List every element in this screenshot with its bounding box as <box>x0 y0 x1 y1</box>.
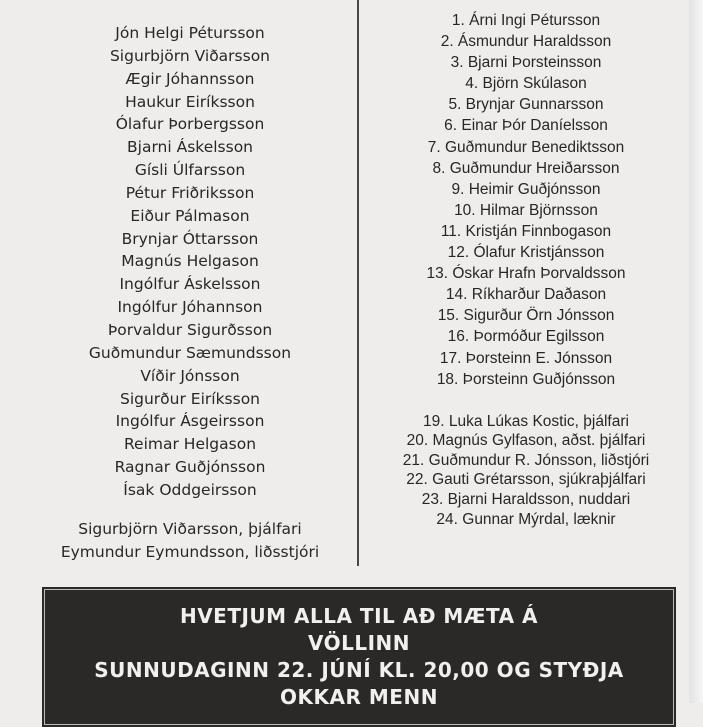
player-name: Ragnar Guðjónsson <box>114 458 266 477</box>
player-name: 9. Heimir Guðjónsson <box>451 180 601 198</box>
player-name: Þorvaldur Sigurðsson <box>107 320 273 339</box>
staff-member: 21. Guðmundur R. Jónsson, liðstjóri <box>402 451 650 469</box>
banner-line: SUNNUDAGINN 22. JÚNÍ KL. 20,00 OG STYÐJA <box>94 658 624 682</box>
player-name: 12. Ólafur Kristjánsson <box>447 244 605 262</box>
player-name: Gísli Úlfarsson <box>134 161 246 180</box>
right-team-roster <box>362 10 690 529</box>
player-name: Reimar Helgason <box>123 435 257 454</box>
player-name: Ísak Oddgeirsson <box>123 480 257 499</box>
left-team-roster <box>40 22 340 563</box>
player-name: 15. Sigurður Örn Jónsson <box>437 307 615 325</box>
player-name: 16. Þormóður Egilsson <box>447 328 605 346</box>
player-name: Víðir Jónsson <box>140 366 240 385</box>
player-name: 3. Bjarni Þorsteinsson <box>450 54 602 72</box>
player-name: Eiður Pálmason <box>130 206 250 225</box>
player-name: 1. Árni Ingi Pétursson <box>451 12 601 29</box>
player-name: 13. Óskar Hrafn Þorvaldsson <box>426 265 626 283</box>
player-name: Ingólfur Áskelsson <box>119 275 261 294</box>
banner-line: VÖLLINN <box>307 631 411 655</box>
player-name: 14. Ríkharður Daðason <box>445 286 607 304</box>
banner-line: OKKAR MENN <box>280 685 438 709</box>
player-name: Brynjar Óttarsson <box>121 229 259 248</box>
right-player-list <box>362 10 690 390</box>
player-name: 5. Brynjar Gunnarsson <box>448 96 604 114</box>
staff-member: 19. Luka Lúkas Kostic, þjálfari <box>423 412 629 430</box>
player-name: 11. Kristján Finnbogason <box>440 222 612 240</box>
player-name: Sigurbjörn Viðarsson <box>109 46 271 65</box>
right-staff-list <box>362 412 690 530</box>
adjacent-page-edge <box>689 0 703 703</box>
player-name: Magnús Helgason <box>121 252 259 271</box>
player-name: Haukur Eiríksson <box>125 92 255 111</box>
staff-member: 22. Gauti Grétarsson, sjúkraþjálfari <box>406 471 646 489</box>
staff-member: Eymundur Eymundsson, liðsstjóri <box>60 542 320 561</box>
player-name: 8. Guðmundur Hreiðarsson <box>432 159 620 177</box>
banner-line: HVETJUM ALLA TIL AÐ MÆTA Á <box>179 604 539 628</box>
player-name: Pétur Friðriksson <box>125 183 255 202</box>
staff-member: 23. Bjarni Haraldsson, nuddari <box>421 491 631 509</box>
player-name: 18. Þorsteinn Guðjónsson <box>436 370 616 388</box>
player-name: Ingólfur Jóhannson <box>117 298 263 317</box>
staff-member: 20. Magnús Gylfason, aðst. þjálfari <box>406 432 646 450</box>
staff-member: 24. Gunnar Mýrdal, læknir <box>436 510 616 528</box>
player-name: Ingólfur Ásgeirsson <box>115 412 265 431</box>
player-name: Jón Helgi Pétursson <box>115 24 265 42</box>
player-name: Bjarni Áskelsson <box>127 138 253 157</box>
announcement-banner <box>42 587 676 727</box>
player-name: 7. Guðmundur Benediktsson <box>427 138 625 156</box>
player-name: Guðmundur Sæmundsson <box>88 343 292 362</box>
left-player-list <box>40 22 340 502</box>
player-name: 4. Björn Skúlason <box>465 75 587 93</box>
player-name: Ólafur Þorbergsson <box>115 115 265 134</box>
column-divider <box>357 0 359 566</box>
player-name: 17. Þorsteinn E. Jónsson <box>439 349 613 367</box>
player-name: Ægir Jóhannsson <box>125 69 255 88</box>
player-name: 10. Hilmar Björnsson <box>454 201 598 219</box>
player-name: 2. Ásmundur Haraldsson <box>440 33 612 51</box>
left-staff-list <box>40 518 340 564</box>
player-name: 6. Einar Þór Daníelsson <box>444 117 608 135</box>
player-name: Sigurður Eiríksson <box>120 389 260 408</box>
staff-member: Sigurbjörn Viðarsson, þjálfari <box>78 519 302 538</box>
